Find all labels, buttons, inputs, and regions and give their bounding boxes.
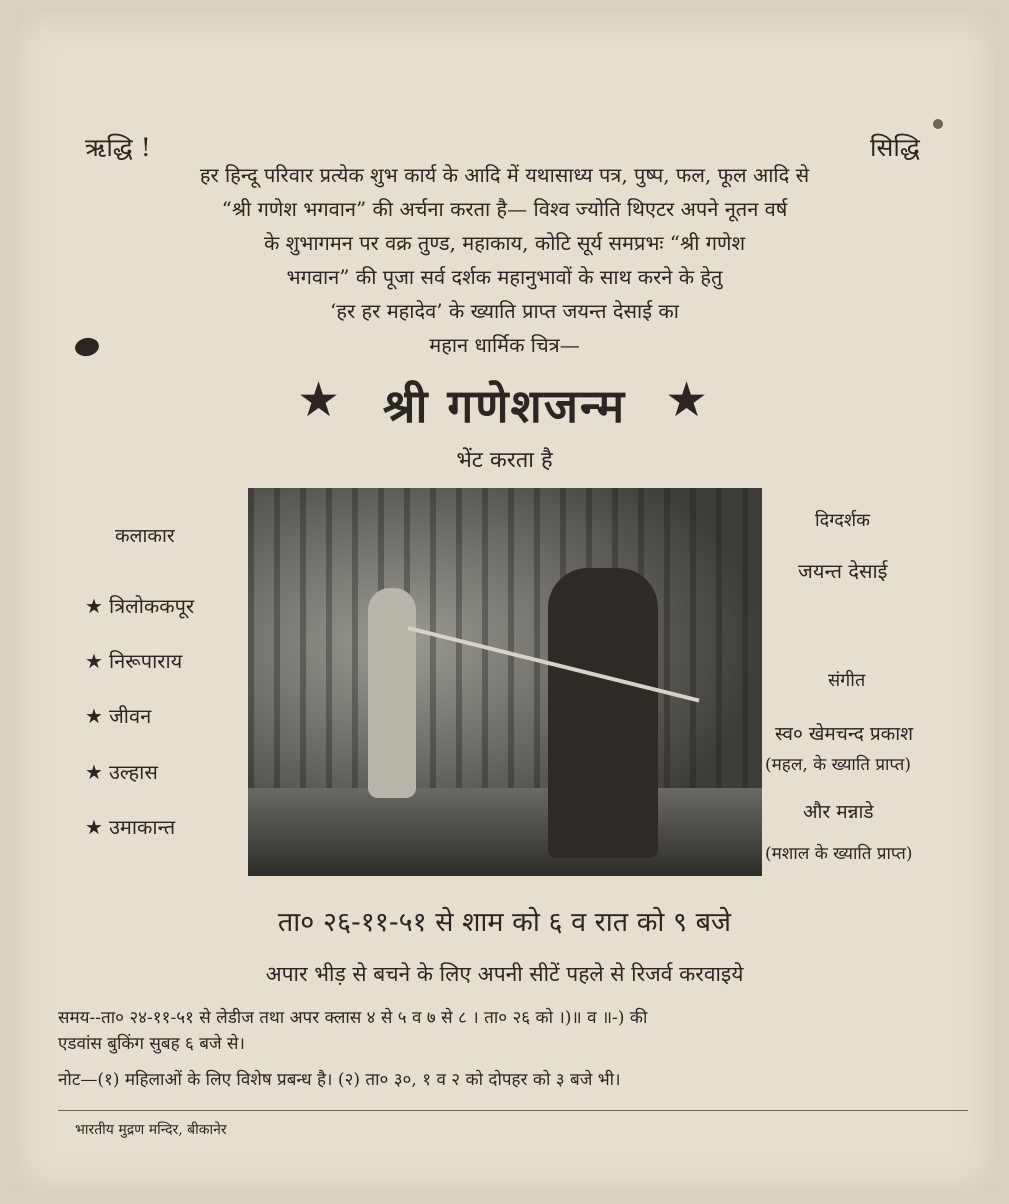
- intro-line: “श्री गणेश भगवान” की अर्चना करता है— विश्व ज्योति थिएटर अपने नूतन वर्ष: [221, 197, 788, 221]
- intro-line: भगवान” की पूजा सर्व दर्शक महानुभावों के साथ करने के हेतु: [286, 265, 723, 289]
- reserve-notice: अपार भीड़ से बचने के लिए अपनी सीटें पहले से रिजर्व करवाइये: [265, 962, 744, 986]
- music-director-2: और मन्नाडे: [803, 801, 874, 823]
- intro-paragraph: [15, 158, 994, 362]
- ink-spot: [933, 119, 943, 129]
- star-icon: ★: [297, 372, 341, 428]
- presents-text: भेंट करता है: [456, 448, 553, 473]
- intro-line: महान धार्मिक चित्र—: [429, 333, 580, 357]
- director-heading: दिग्दर्शक: [815, 510, 870, 531]
- cast-item: ★ निरूपाराय: [85, 649, 183, 673]
- intro-line: ‘हर हर महादेव’ के ख्याति प्राप्त जयन्त देसाई का: [330, 299, 679, 323]
- star-icon: ★: [665, 372, 709, 428]
- show-time: ता० २६-११-५१ से शाम को ६ व रात को ९ बजे: [277, 907, 732, 938]
- music-director-1: स्व० खेमचन्द प्रकाश: [775, 723, 914, 745]
- cast-item: ★ त्रिलोककपूर: [85, 594, 195, 618]
- intro-line: के शुभागमन पर वक्र तुण्ड, महाकाय, कोटि सूर्य समप्रभः “श्री गणेश: [263, 231, 746, 255]
- intro-line: हर हिन्दू परिवार प्रत्येक शुभ कार्य के आदि में यथासाध्य पत्र, पुष्प, फल, फूल आदि से: [199, 163, 810, 187]
- music-note-1: (महल, के ख्याति प्राप्त): [765, 755, 911, 775]
- header-right: सिद्धि: [870, 133, 920, 162]
- header-left: ऋद्धि !: [85, 133, 151, 162]
- star-icon: ★: [85, 594, 103, 618]
- cast-item: ★ जीवन: [85, 704, 152, 728]
- music-heading: संगीत: [828, 670, 866, 691]
- note-text: नोट—(१) महिलाओं के लिए विशेष प्रबन्ध है। (२) ता० ३०, १ व २ को दोपहर को ३ बजे भी।: [58, 1070, 621, 1090]
- divider: [58, 1110, 968, 1111]
- cast-heading: कलाकार: [115, 525, 175, 547]
- star-icon: ★: [85, 649, 103, 673]
- film-still-photo: [248, 488, 762, 876]
- star-icon: ★: [85, 815, 103, 839]
- booking-timing: समय--ता० २४-११-५१ से लेडीज तथा अपर क्लास ४ से ५ व ७ से ८ । ता० २६ को ।)॥ व ॥-) की एडवांस बुकिंग सुबह ६ बजे से।: [58, 1008, 648, 1054]
- director-name: जयन्त देसाई: [798, 559, 888, 583]
- star-icon: ★: [85, 704, 103, 728]
- star-icon: ★: [85, 760, 103, 784]
- music-note-2: (मशाल के ख्याति प्राप्त): [765, 844, 913, 864]
- printer-credit: भारतीय मुद्रण मन्दिर, बीकानेर: [75, 1122, 227, 1138]
- cast-item: ★ उल्हास: [85, 760, 158, 784]
- film-title: श्री गणेशजन्म: [382, 379, 627, 433]
- cast-item: ★ उमाकान्त: [85, 815, 176, 839]
- handbill-page: [15, 12, 994, 1192]
